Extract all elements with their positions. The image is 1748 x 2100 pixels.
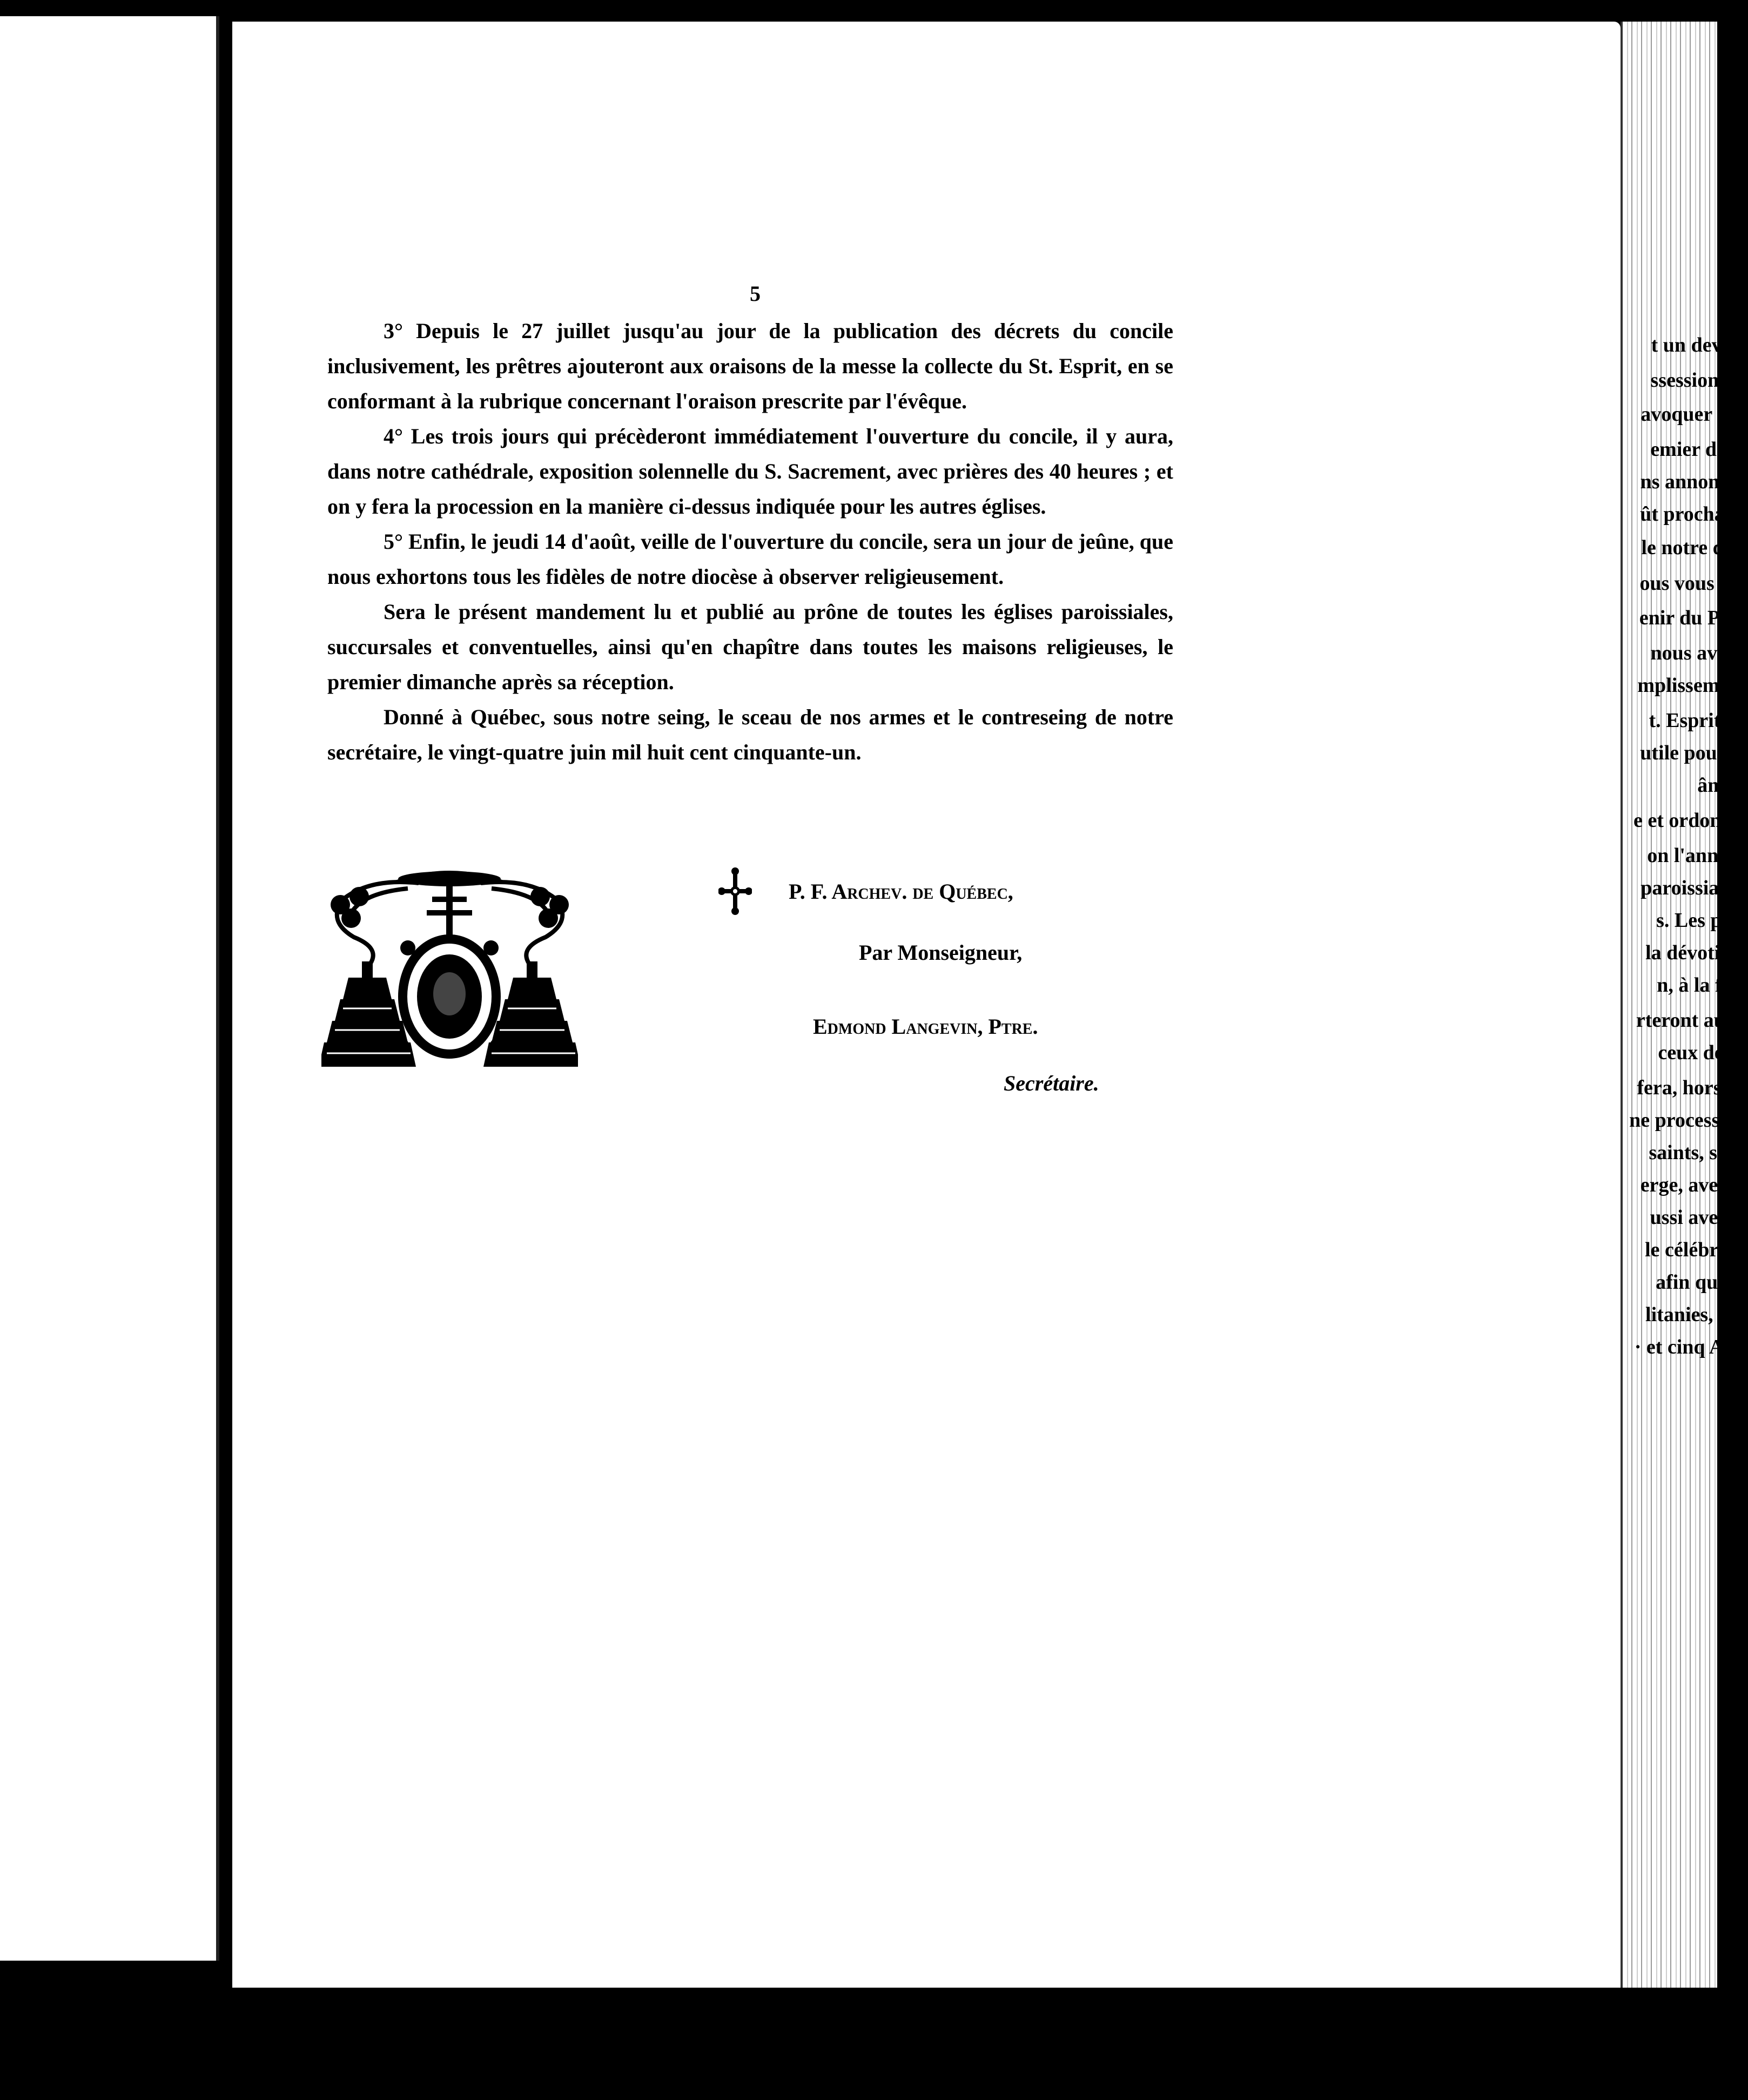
par-monseigneur: Par Monseigneur, bbox=[859, 940, 1023, 965]
secretary-title: Secrétaire. bbox=[1004, 1071, 1099, 1095]
previous-page-line: ne procession bbox=[1629, 1109, 1747, 1132]
previous-page-line: paroissiales, bbox=[1641, 877, 1747, 899]
previous-page-line: ussi avec le bbox=[1650, 1206, 1747, 1229]
previous-page-line: afin que le bbox=[1656, 1271, 1747, 1294]
previous-page-line: nous avons bbox=[1650, 642, 1747, 664]
paragraph-4: 4° Les trois jours qui précèderont immédiatement l'ouverture du concile, il y aura, dans notre cathédrale, exposition solennelle du S. Sacrement, avec prières des 40 heures ; et on y fera la procession en la manière ci-dessus indiquée pour les autres églises. bbox=[327, 424, 1173, 519]
previous-page-line: ceux de ce bbox=[1658, 1041, 1747, 1064]
book-page-edges bbox=[1621, 22, 1717, 1988]
previous-page-line: s. Les pas- bbox=[1656, 909, 1747, 932]
previous-page-line: t. Esprit, et bbox=[1649, 709, 1747, 732]
previous-page-line: saints, sans bbox=[1649, 1141, 1747, 1164]
previous-page-line: âmes. bbox=[1697, 774, 1747, 797]
previous-page-line: erge, avec le bbox=[1640, 1174, 1747, 1196]
previous-page-line: ssession du bbox=[1650, 369, 1747, 392]
previous-page-line: on l'annon- bbox=[1647, 844, 1747, 867]
body-text bbox=[327, 313, 1173, 770]
previous-page-strip bbox=[0, 16, 219, 1961]
given-at-paragraph: Donné à Québec, sous notre seing, le sceau de nos armes et le contreseing de notre secrétaire, le vingt-quatre juin mil huit cent cinquante-un. bbox=[327, 705, 1173, 764]
previous-page-line: enir du Père bbox=[1639, 607, 1747, 629]
previous-page-line: rteront aussi bbox=[1636, 1009, 1747, 1032]
previous-page-line: ns annoncer bbox=[1640, 470, 1747, 493]
previous-page-line: · et cinq Ave. bbox=[1634, 1336, 1747, 1358]
previous-page-line: emier de la bbox=[1650, 438, 1747, 461]
previous-page-line: e et ordonné, bbox=[1633, 809, 1747, 832]
page-number: 5 bbox=[750, 281, 761, 306]
paragraph-5: 5° Enfin, le jeudi 14 d'août, veille de l'ouverture du concile, sera un jour de jeûne, que nous exhortons tous les fidèles de notre diocèse à observer religieusement. bbox=[327, 529, 1173, 589]
publication-paragraph: Sera le présent mandement lu et publié au prône de toutes les églises paroissiales, succursales et conventuelles, ainsi qu'en chapître dans toutes les maisons religieuses, le premier dimanche après sa réception. bbox=[327, 600, 1173, 694]
previous-page-line: ût prochain, bbox=[1640, 503, 1747, 526]
previous-page-line: avoquer nos bbox=[1641, 403, 1747, 426]
previous-page-line: litanies, qui bbox=[1645, 1303, 1747, 1326]
paragraph-3: 3° Depuis le 27 juillet jusqu'au jour de la publication des décrets du concile inclusivement, les prêtres ajouteront aux oraisons de la messe la collecte du St. Esprit, en se conformant à la rubrique concernant l'oraison prescrite par l'évêque. bbox=[327, 319, 1173, 413]
previous-page-line: le notre dio- bbox=[1641, 536, 1747, 559]
previous-page-line: utile pour la bbox=[1640, 742, 1747, 764]
previous-page-line: n, à la fré- bbox=[1657, 974, 1747, 997]
previous-page-line: mplissement bbox=[1637, 674, 1747, 697]
archbishop-signature: P. F. Archev. de Québec, bbox=[789, 879, 1013, 904]
previous-page-line: ous vous en- bbox=[1639, 572, 1747, 595]
previous-page-line: la dévotion, bbox=[1645, 941, 1747, 964]
previous-page-line: fera, hors de bbox=[1637, 1076, 1747, 1099]
previous-page-line: le célébrant bbox=[1645, 1239, 1747, 1261]
cross-patee-icon bbox=[718, 867, 752, 916]
previous-page-line: t un devoir bbox=[1651, 334, 1747, 356]
episcopal-coat-of-arms bbox=[321, 867, 578, 1072]
secretary-name: Edmond Langevin, Ptre. bbox=[813, 1014, 1038, 1039]
